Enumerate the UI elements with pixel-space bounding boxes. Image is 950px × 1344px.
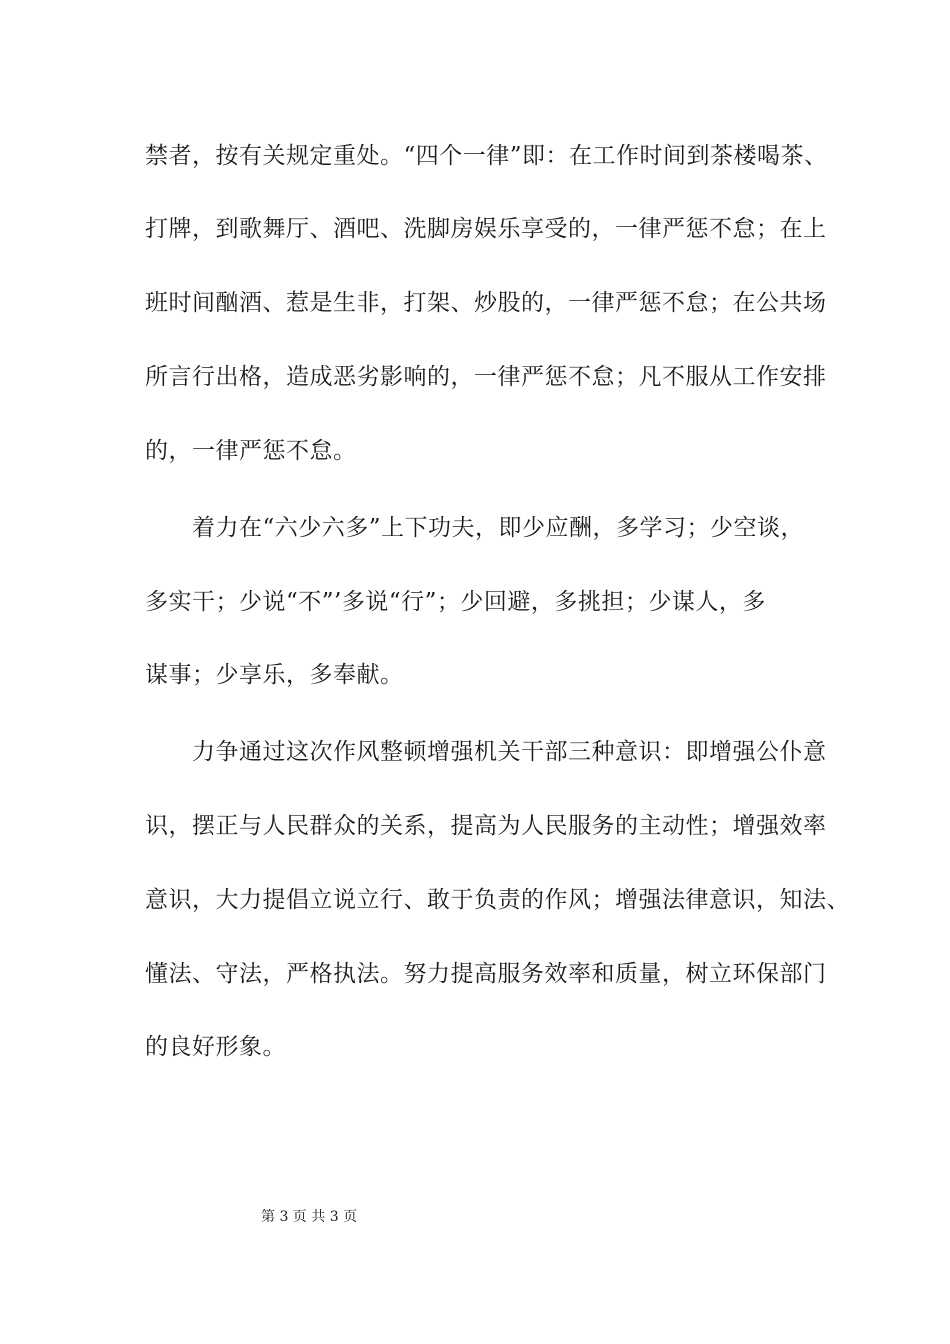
page-number: 第 3 页 共 3 页 [261,1209,358,1225]
text-line-8: 谋事；少享乐，多奉献。 [145,662,404,688]
text-line-4: 所言行出格，造成恶劣影响的，一律严惩不怠；凡不服从工作安排 [145,364,827,390]
text-line-5: 的，一律严惩不怠。 [145,438,357,464]
text-line-2: 打牌，到歌舞厅、酒吧、洗脚房娱乐享受的，一律严惩不怠；在上 [145,216,827,242]
page-footer [0,1208,950,1226]
text-line-12: 懂法、守法，严格执法。努力提高服务效率和质量，树立环保部门 [145,961,827,987]
text-line-13: 的良好形象。 [145,1034,286,1060]
text-line-1: 禁者，按有关规定重处。“四个一律”即：在工作时间到茶楼喝茶、 [145,143,828,169]
text-line-6: 着力在“六少六多”上下功夫，即少应酬，多学习；少空谈， [145,515,805,541]
text-line-9: 力争通过这次作风整顿增强机关干部三种意识：即增强公仆意 [145,739,827,765]
text-line-10: 识，摆正与人民群众的关系，提高为人民服务的主动性；增强效率 [145,813,827,839]
text-line-11: 意识，大力提倡立说立行、敢于负责的作风；增强法律意识，知法、 [145,887,850,913]
text-line-3: 班时间酗酒、惹是生非，打架、炒股的，一律严惩不怠；在公共场 [145,290,827,316]
text-line-7: 多实干；少说“不”’多说“行”；少回避，多挑担；少谋人，多 [145,589,766,615]
